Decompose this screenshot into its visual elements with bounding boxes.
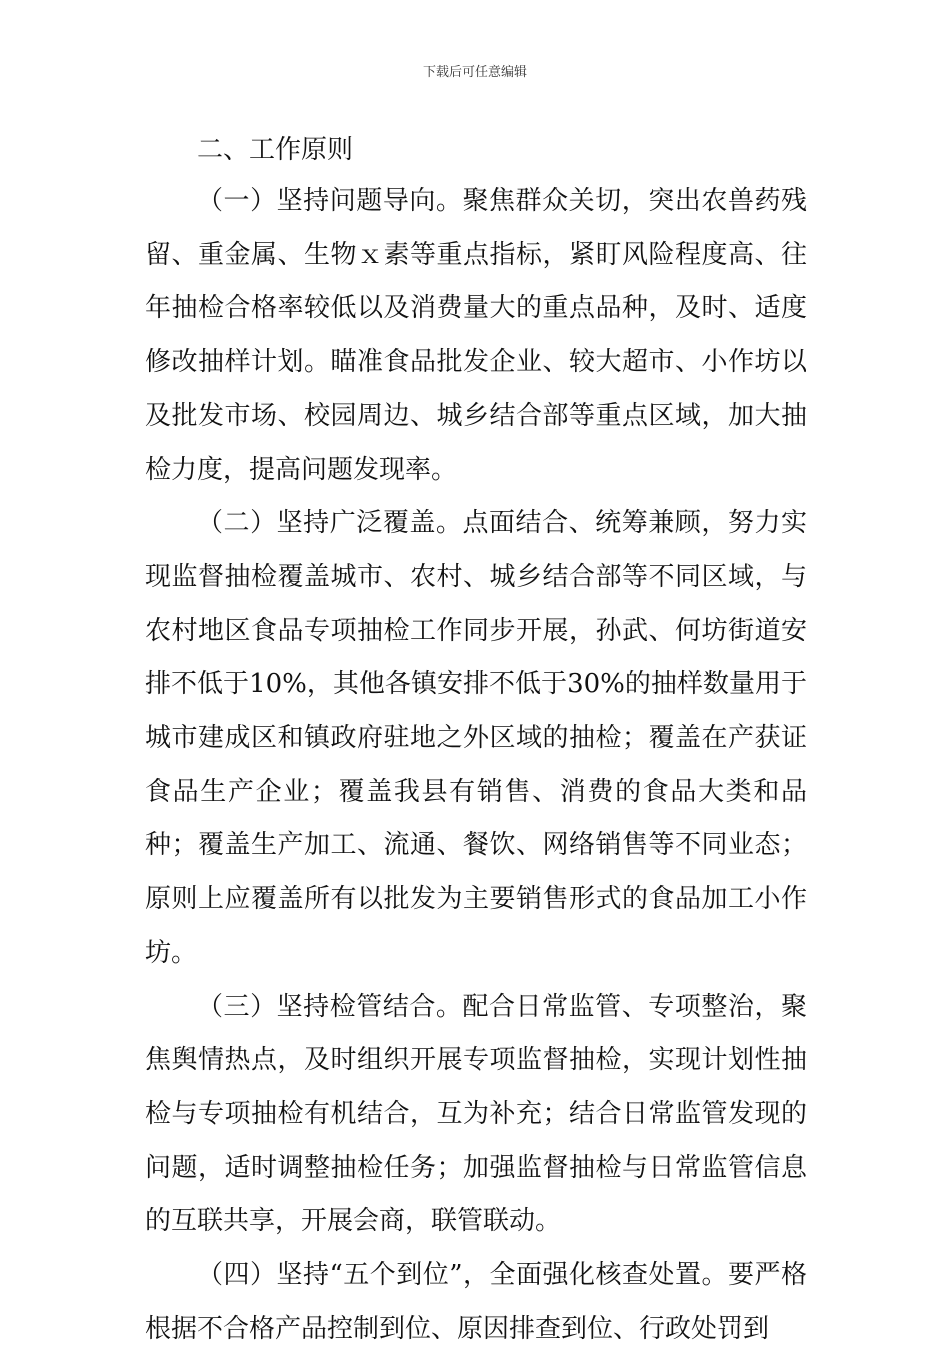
paragraph-principle-2: （二）坚持广泛覆盖。点面结合、统筹兼顾，努力实现监督抽检覆盖城市、农村、城乡结合部等不同区域，与农村地区食品专项抽检工作同步开展，孙武、何坊街道安排不低于10%，其他各镇安排不低于30%的抽样数量用于城市建成区和镇政府驻地之外区域的抽检；覆盖在产获证食品生产企业；覆盖我县有销售、消费的食品大类和品种；覆盖生产加工、流通、餐饮、网络销售等不同业态；原则上应覆盖所有以批发为主要销售形式的食品加工小作坊。	[145, 508, 807, 968]
section-title: 二、工作原则	[197, 135, 354, 165]
paragraph-principle-4: （四）坚持“五个到位”，全面强化核查处置。要严格根据不合格产品控制到位、原因排查到位、行政处罚到	[145, 1260, 807, 1344]
paragraph-principle-3: （三）坚持检管结合。配合日常监管、专项整治，聚焦舆情热点，及时组织开展专项监督抽检，实现计划性抽检与专项抽检有机结合，互为补充；结合日常监管发现的问题，适时调整抽检任务；加强监督抽检与日常监管信息的互联共享，开展会商，联管联动。	[145, 991, 807, 1237]
page-header-note: 下载后可任意编辑	[422, 65, 527, 80]
paragraph-principle-1: （一）坚持问题导向。聚焦群众关切，突出农兽药残留、重金属、生物ｘ素等重点指标，紧盯风险程度高、往年抽检合格率较低以及消费量大的重点品种，及时、适度修改抽样计划。瞄准食品批发企业、较大超市、小作坊以及批发市场、校园周边、城乡结合部等重点区域，加大抽检力度，提高问题发现率。	[145, 186, 807, 485]
document-body	[145, 125, 807, 1356]
